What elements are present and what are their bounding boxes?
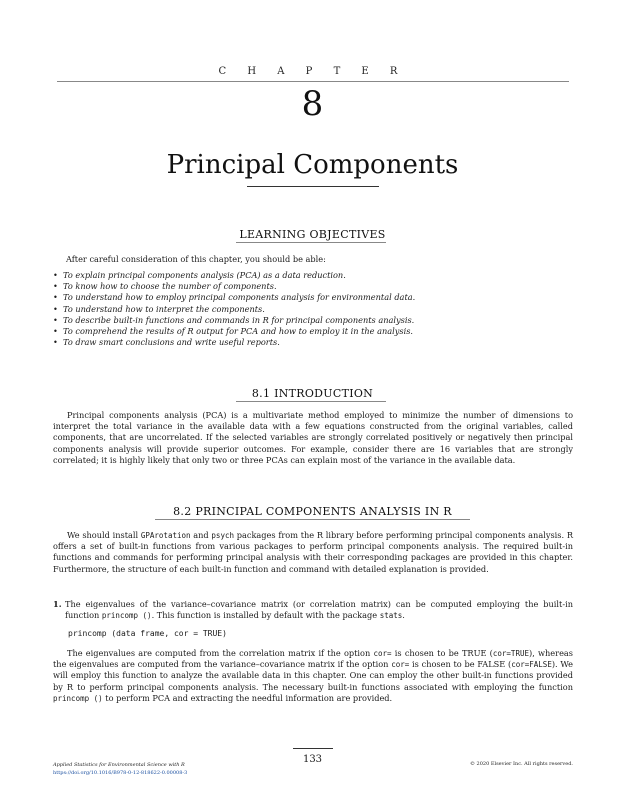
- learning-objectives-list: [53, 270, 573, 348]
- list-item: • To comprehend the results of R output for PCA and how to employ it in the analysis.: [53, 326, 414, 337]
- section-8-1-heading: 8.1 INTRODUCTION: [251, 387, 374, 400]
- list-item: • To describe built-in functions and commands in R for principal components analysis.: [53, 314, 415, 325]
- section-8-1-rule: [236, 401, 386, 402]
- code-line: princomp (data frame, cor = TRUE): [68, 629, 227, 638]
- list-item: • To understand how to interpret the components.: [53, 303, 265, 314]
- function-name: princomp (): [101, 611, 152, 621]
- numbered-item-1: 1. The eigenvalues of the variance–covariance matrix (or correlation matrix) can be computed employing the built-in function princomp (). This function is installed by default with the package stats.: [53, 599, 573, 621]
- title-underline: [247, 186, 379, 187]
- section-8-2-rule: [155, 519, 470, 520]
- package-name: GPArotation: [140, 531, 191, 540]
- section-8-2-heading: 8.2 PRINCIPAL COMPONENTS ANALYSIS IN R: [173, 505, 452, 518]
- book-title: Applied Statistics for Environmental Science with R: [53, 762, 185, 768]
- package-name: psych: [211, 531, 234, 540]
- list-item: • To know how to choose the number of components.: [53, 281, 277, 292]
- section-8-1-paragraph: Principal components analysis (PCA) is a multivariate method employed to minimize the number of dimensions to interpret the total variance in the available data with a few equations constructed from the original variables, called components, that are uncorrelated. If the selected variables are strongly correlated positively or negatively then principal components analysis will provide superior outcomes. For example, consider there are 16 variables that are strongly correlated; it is highly likely that only two or three PCAs can explain most of the variance in the available data.: [53, 410, 573, 465]
- list-item: • To explain principal components analysis (PCA) as a data reduction.: [53, 270, 346, 280]
- list-item: • To understand how to employ principal components analysis for environmental data.: [53, 292, 416, 303]
- chapter-title: Principal Components: [166, 150, 459, 180]
- page-number: 133: [302, 754, 323, 765]
- footer-rule: [293, 748, 333, 749]
- list-item: • To draw smart conclusions and write useful reports.: [53, 337, 280, 348]
- chapter-label: C H A P T E R: [218, 66, 407, 77]
- chapter-rule: [57, 81, 569, 82]
- section-8-2-paragraph-1: We should install GPArotation and psych packages from the R library before performing principal components analysis. R offers a set of built-in functions from various packages to perform principal components analysis. The required built-in functions and commands for performing principal analysis with their corresponding packages are provided in this chapter. Furthermore, the structure of each built-in function and command with detailed explanation is provided.: [53, 530, 573, 574]
- chapter-number: 8: [301, 84, 324, 124]
- doi-link[interactable]: https://doi.org/10.1016/B978-0-12-818622-0.00008-3: [53, 770, 188, 776]
- copyright-notice: © 2020 Elsevier Inc. All rights reserved.: [469, 761, 573, 767]
- learning-objectives-heading: LEARNING OBJECTIVES: [239, 228, 386, 241]
- learning-objectives-rule: [236, 242, 386, 243]
- package-name: stats: [379, 611, 403, 621]
- item-number: 1.: [53, 599, 62, 609]
- learning-objectives-intro: After careful consideration of this chapter, you should be able:: [66, 254, 326, 264]
- section-8-2-paragraph-2: The eigenvalues are computed from the correlation matrix if the option cor= is chosen to be TRUE (cor=TRUE), whereas the eigenvalues are computed from the variance–covariance matrix if the option cor= is chosen to be FALSE (cor=FALSE). We will employ this function to analyze the available data in this chapter. One can employ the other built-in functions provided by R to perform principal components analysis. The necessary built-in functions associated with employing the function princomp () to perform PCA and extracting the needful information are provided.: [53, 648, 573, 703]
